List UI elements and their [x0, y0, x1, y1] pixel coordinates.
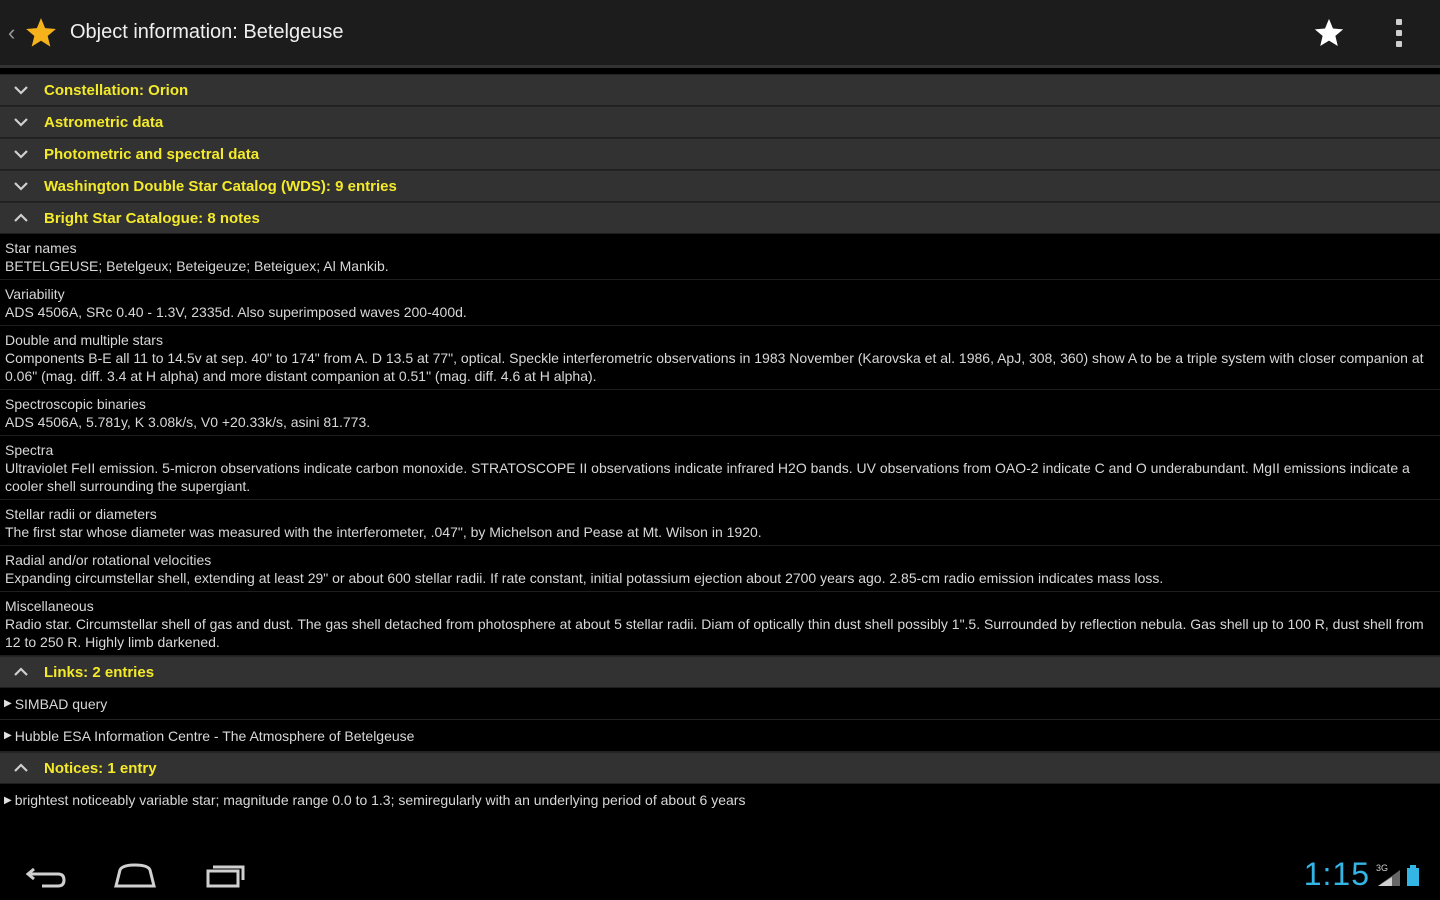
note-label: Spectroscopic binaries	[5, 396, 146, 412]
signal-battery-icon	[1374, 862, 1424, 888]
link-hubble-esa[interactable]	[0, 720, 1440, 752]
section-title: Constellation: Orion	[44, 81, 189, 99]
section-photometric[interactable]	[0, 138, 1440, 170]
page-title: Object information: Betelgeuse	[70, 21, 344, 43]
app-star-icon[interactable]	[24, 16, 58, 50]
section-title: Notices: 1 entry	[44, 759, 157, 777]
chevron-down-icon	[12, 145, 30, 163]
favorite-star-icon[interactable]	[1312, 16, 1346, 50]
note-label: Stellar radii or diameters	[5, 506, 157, 522]
section-astrometric[interactable]	[0, 106, 1440, 138]
chevron-down-icon	[12, 81, 30, 99]
note-text: Components B-E all 11 to 14.5v at sep. 40" to 174" from A. D 13.5 at 77", optical. Speckle interferometric observations in 1983 November (Karovska et al. 1986, ApJ, 308, 360) show A to be a triple system with closer companion at 0.06" (mag. diff. 3.4 at H alpha) and more distant companion at 0.51" (mag. diff. 4.6 at H alpha).	[5, 350, 1424, 384]
note-stellar-radii	[0, 500, 1440, 546]
link-label[interactable]: Hubble ESA Information Centre - The Atmosphere of Betelgeuse	[14, 727, 415, 744]
note-text: Expanding circumstellar shell, extending at least 29" or about 600 stellar radii. If rate constant, initial potassium ejection about 2700 years ago. 2.85-cm radio emission indicates mass loss.	[5, 570, 1164, 586]
chevron-down-icon	[12, 177, 30, 195]
chevron-up-icon	[12, 663, 30, 681]
system-navigation-bar	[0, 850, 1440, 900]
section-wds[interactable]	[0, 170, 1440, 202]
network-type-label: 3G	[1376, 863, 1389, 873]
note-text: ADS 4506A, 5.781y, K 3.08k/s, V0 +20.33k/s, asini 81.773.	[5, 414, 371, 430]
note-label: Spectra	[5, 442, 54, 458]
note-label: Miscellaneous	[5, 598, 94, 614]
notice-label: brightest noticeably variable star; magnitude range 0.0 to 1.3; semiregularly with an underlying period of about 6 years	[14, 792, 746, 808]
chevron-down-icon	[12, 113, 30, 131]
section-title: Astrometric data	[44, 113, 164, 131]
note-spectroscopic-binaries	[0, 390, 1440, 436]
up-caret-icon[interactable]: ‹	[8, 19, 16, 45]
expand-triangle-icon: ▶	[4, 698, 12, 709]
chevron-up-icon	[12, 759, 30, 777]
note-label: Variability	[5, 286, 65, 302]
note-label: Double and multiple stars	[5, 332, 163, 348]
note-variability	[0, 280, 1440, 326]
note-star-names	[0, 234, 1440, 280]
home-icon[interactable]	[110, 860, 160, 890]
note-label: Radial and/or rotational velocities	[5, 552, 212, 568]
note-text: Ultraviolet FeII emission. 5-micron observations indicate carbon monoxide. STRATOSCOPE II observations indicate infrared H2O bands. UV observations from OAO-2 indicate C and O underabundant. MgII emissions indicate a cooler shell surrounding the supergiant.	[5, 460, 1410, 494]
note-text: BETELGEUSE; Betelgeux; Beteigeuze; Beteiguex; Al Mankib.	[5, 258, 389, 274]
chevron-up-icon	[12, 209, 30, 227]
notice-item[interactable]	[0, 784, 1440, 816]
link-simbad-query[interactable]	[0, 688, 1440, 720]
recent-apps-icon[interactable]	[200, 860, 250, 890]
note-text: Radio star. Circumstellar shell of gas and dust. The gas shell detached from photosphere at about 5 stellar radii. Diam of optically thin dust shell possibly 1".5. Surrounded by reflection nebula. Gas shell up to 100 R, dust shell from 12 to 250 R. Highly limb darkened.	[5, 616, 1424, 650]
section-title: Links: 2 entries	[44, 663, 155, 681]
note-miscellaneous	[0, 592, 1440, 656]
expand-triangle-icon: ▶	[4, 794, 12, 806]
note-radial-velocities	[0, 546, 1440, 592]
note-text: ADS 4506A, SRc 0.40 - 1.3V, 2335d. Also superimposed waves 200-400d.	[5, 304, 467, 320]
note-double-multiple	[0, 326, 1440, 390]
section-links[interactable]	[0, 656, 1440, 688]
overflow-menu-icon[interactable]	[1396, 19, 1404, 47]
link-label[interactable]: SIMBAD query	[14, 695, 108, 712]
clock: 1:15	[1303, 856, 1370, 892]
section-bright-star-catalogue[interactable]	[0, 202, 1440, 234]
section-constellation[interactable]	[0, 74, 1440, 106]
expand-triangle-icon: ▶	[4, 730, 12, 741]
section-title: Washington Double Star Catalog (WDS): 9 entries	[44, 177, 397, 195]
object-info-list	[0, 74, 1440, 816]
section-title: Photometric and spectral data	[44, 145, 260, 163]
note-label: Star names	[5, 240, 77, 256]
back-icon[interactable]	[22, 860, 72, 890]
note-text: The first star whose diameter was measured with the interferometer, .047", by Michelson and Pease at Mt. Wilson in 1920.	[5, 524, 762, 540]
section-notices[interactable]	[0, 752, 1440, 784]
note-spectra	[0, 436, 1440, 500]
section-title: Bright Star Catalogue: 8 notes	[44, 209, 260, 227]
action-bar	[0, 0, 1440, 68]
